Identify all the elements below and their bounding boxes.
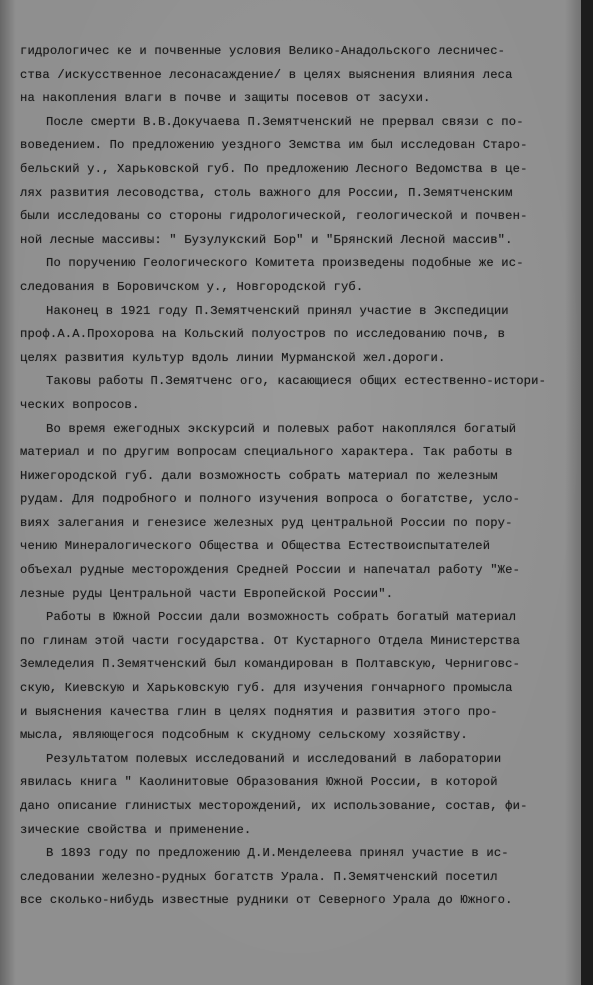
text-line: гидрологичес ке и почвенные условия Велико-Анадольского лесничес- — [20, 44, 506, 58]
text-line: ной лесные массивы: " Бузулукский Бор" и "Брянский Лесной массив". — [20, 232, 513, 247]
text-line: Таковы работы П.Земятченс ого, касающиеся общих естественно-истори- — [46, 374, 547, 389]
text-line: виях залегания и генезисе железных руд центральной России по пору- — [20, 515, 513, 530]
text-line: по глинам этой части государства. От Кустарного Отдела Министерства — [20, 633, 521, 648]
text-line: следования в Боровичском у., Новгородской губ. — [20, 279, 364, 294]
text-line: ческих вопросов. — [20, 397, 140, 412]
text-line: проф.А.А.Прохорова на Кольский полуостров по исследованию почв, в — [20, 327, 506, 342]
text-line: Работы в Южной России дали возможность собрать богатый материал — [46, 610, 517, 625]
text-line: Результатом полевых исследований и исследований в лаборатории — [46, 751, 502, 766]
text-line: Наконец в 1921 году П.Земятченский принял участие в Экспедиции — [46, 303, 509, 318]
text-line: материал и по другим вопросам специального характера. Так работы в — [20, 445, 513, 460]
text-line: лезные руды Центральной части Европейской России". — [20, 586, 394, 601]
text-line: рудам. Для подробного и полного изучения вопроса о богатстве, усло- — [20, 492, 521, 507]
text-line: воведением. По предложению уездного Земства им был исследован Старо- — [20, 138, 528, 153]
text-line: и выяснения качества глин в целях поднятия и развития этого про- — [20, 704, 498, 719]
text-line: В 1893 году по предложению Д.И.Менделеева принял участие в ис- — [46, 846, 509, 861]
text-line: следовании железно-рудных богатств Урала. П.Земятченский посетил — [20, 869, 498, 884]
text-line: явилась книга " Каолинитовые Образования Южной России, в которой — [20, 775, 498, 790]
text-line: После смерти В.В.Докучаева П.Земятченский не прервал связи с по- — [46, 114, 524, 129]
text-line: все сколько-нибудь известные рудники от Северного Урала до Южного. — [20, 893, 513, 908]
text-line: на накопления влаги в почве и защиты посевов от засухи. — [20, 91, 431, 106]
text-line: Нижегородской губ. дали возможность собрать материал по железным — [20, 468, 498, 483]
text-line: бельский у., Харьковской губ. По предложению Лесного Ведомства в це- — [20, 161, 528, 176]
text-line: Во время ежегодных экскурсий и полевых работ накоплялся богатый — [46, 421, 517, 436]
typed-text-body — [20, 40, 580, 913]
scan-edge-shadow — [581, 0, 593, 985]
text-line: мысла, являющегося подсобным к скудному сельскому хозяйству. — [20, 728, 468, 743]
text-line: чению Минералогического Общества и Общества Естествоиспытателей — [20, 539, 491, 554]
text-line: скую, Киевскую и Харьковскую губ. для изучения гончарного промысла — [20, 681, 513, 696]
text-line: По поручению Геологического Комитета произведены подобные же ис- — [46, 256, 524, 271]
text-line: целях развития культур вдоль линии Мурманской жел.дороги. — [20, 350, 446, 365]
text-line: Земледелия П.Земятченский был командирован в Полтавскую, Черниговс- — [20, 657, 521, 672]
text-line: лях развития лесоводства, столь важного для России, П.Земятченским — [20, 185, 513, 200]
text-line: были исследованы со стороны гидрологической, геологической и почвен- — [20, 209, 528, 224]
text-line: дано описание глинистых месторождений, их использование, состав, фи- — [20, 799, 528, 813]
text-line: ства /искусственное лесонасаждение/ в целях выяснения влияния леса — [20, 67, 513, 82]
text-line: зические свойства и применение. — [20, 822, 252, 837]
text-line: объехал рудные месторождения Средней России и напечатал работу "Же- — [20, 563, 521, 578]
